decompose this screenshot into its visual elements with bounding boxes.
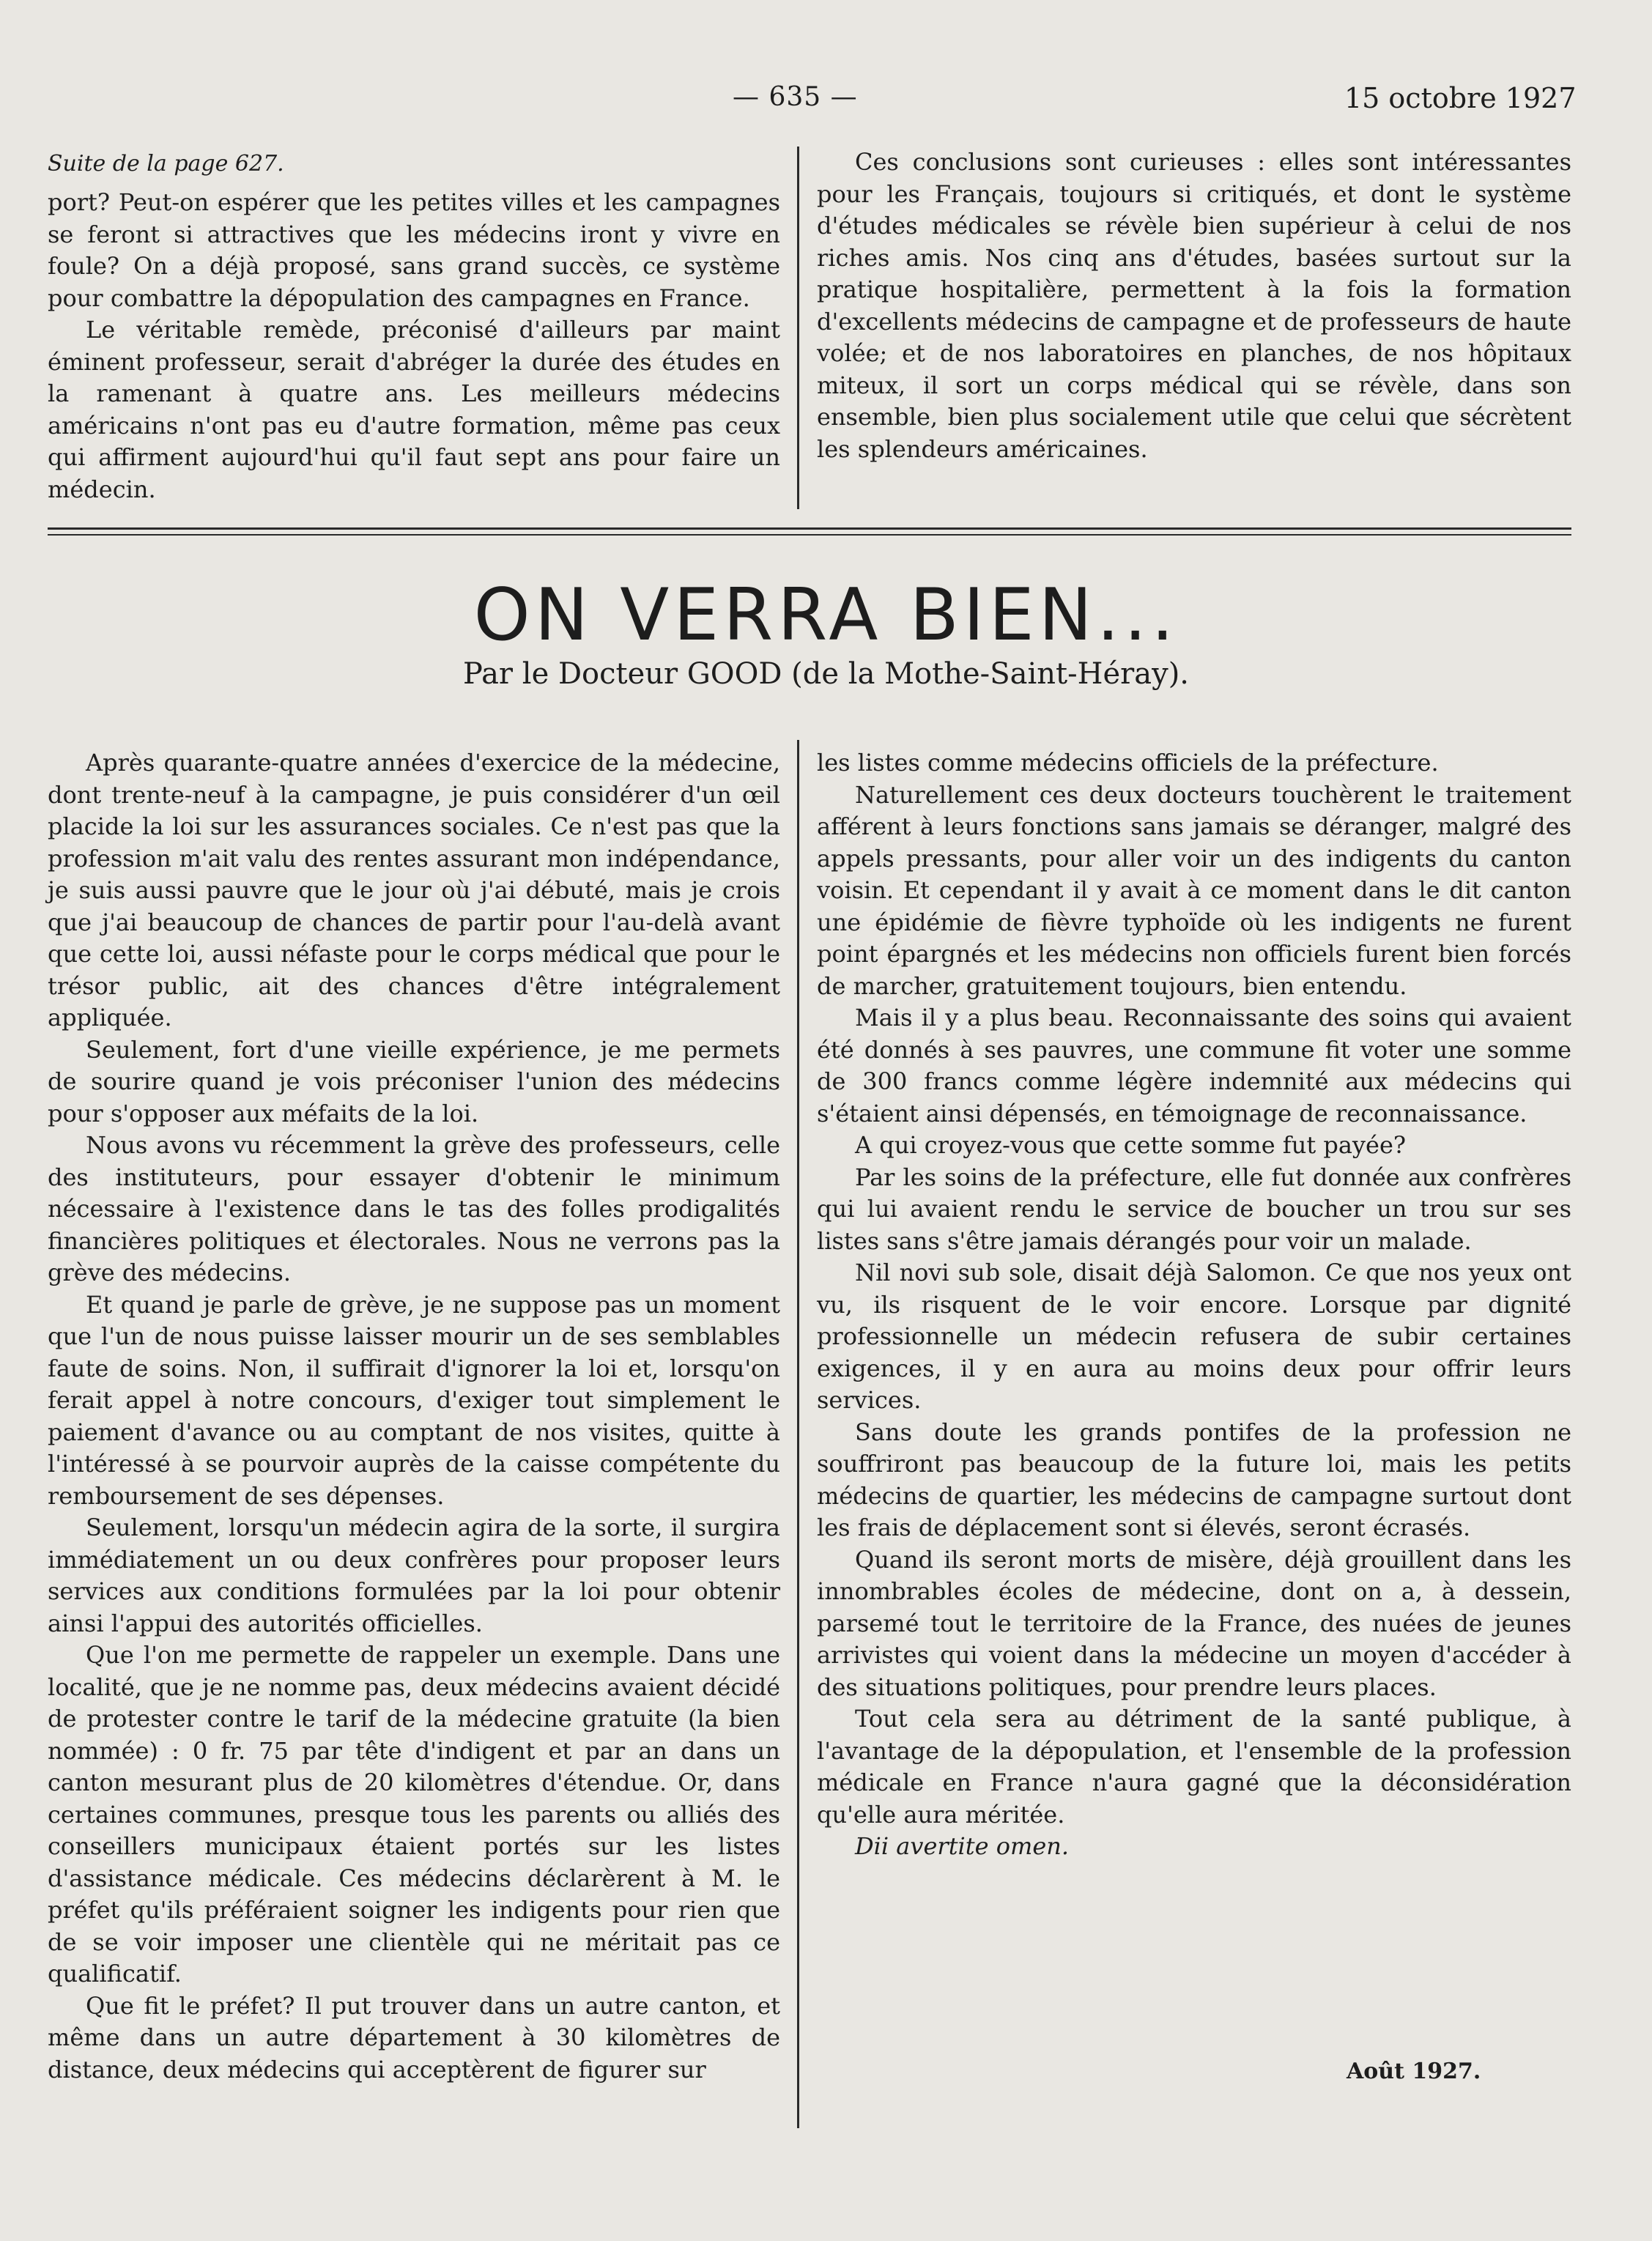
paragraph: Naturellement ces deux docteurs touchèrent le traitement afférent à leurs fonctions sans jamais se déranger, malgré des appels pressants, pour aller voir un des indigents du canton voisin. Et cependant il y avait à ce moment dans le dit canton une épidémie de fièvre typhoïde où les indigents ne furent point épargnés et les médecins non officiels furent bien forcés de marcher, gratuitement toujours, bien entendu. — [817, 780, 1571, 1000]
paragraph: Par les soins de la préfecture, elle fut donnée aux confrères qui lui avaient rendu le service de boucher un trou sur ses listes sans s'être jamais dérangés pour voir un malade. — [817, 1163, 1571, 1255]
article-right-column — [817, 747, 1571, 1863]
paragraph: Nous avons vu récemment la grève des professeurs, celle des instituteurs, pour essayer d'obtenir le minimum nécessaire à l'existence dans le tas des folles prodigalités financières politiques et électorales. Nous ne verrons pas la grève des médecins. — [48, 1131, 780, 1286]
issue-date: 15 octobre 1927 — [1344, 82, 1577, 114]
paragraph: Que fit le préfet? Il put trouver dans un autre canton, et même dans un autre département à 30 kilomètres de distance, deux médecins qui acceptèrent de figurer sur — [48, 1991, 780, 2083]
paragraph: Mais il y a plus beau. Reconnaissante des soins qui avaient été donnés à ses pauvres, une commune fit voter une somme de 300 francs comme légère indemnité aux médecins qui s'étaient ainsi dépensés, en témoignage de reconnaissance. — [817, 1004, 1571, 1127]
article-title: ON VERRA BIEN... — [473, 574, 1179, 657]
page-number: — 635 — — [733, 82, 858, 112]
paragraph: Nil novi sub sole, disait déjà Salomon. Ce que nos yeux ont vu, ils risquent de le voir encore. Lorsque par dignité professionnelle un médecin refusera de subir certaines exigences, il y en aura au moins deux pour offrir leurs services. — [817, 1259, 1571, 1414]
paragraph: Quand ils seront morts de misère, déjà grouillent dans les innombrables écoles de médecine, dont on a, à dessein, parsemé tout le territoire de la France, des nuées de jeunes arrivistes qui voient dans la médecine un moyen d'accéder à des situations politiques, pour prendre leurs places. — [817, 1545, 1571, 1701]
signoff-motto: Dii avertite omen. — [855, 1832, 1070, 1860]
article-date: Août 1927. — [1347, 2059, 1481, 2084]
paragraph: Seulement, lorsqu'un médecin agira de la sorte, il surgira immédiatement un ou deux confrères pour proposer leurs services aux conditions formulées par la loi pour obtenir ainsi l'appui des autorités officielles. — [48, 1514, 780, 1637]
top-left-column — [48, 147, 780, 505]
paragraph: port? Peut-on espérer que les petites villes et les campagnes se feront si attractives que les médecins iront y vivre en foule? On a déjà proposé, sans grand succès, ce système pour combattre la dépopulation des campagnes en France. — [48, 188, 780, 312]
article-left-column — [48, 747, 780, 2086]
paragraph: Tout cela sera au détriment de la santé publique, à l'avantage de la dépopulation, et l'ensemble de la profession médicale en France n'aura gagné que la déconsidération qu'elle aura méritée. — [817, 1705, 1571, 1829]
paragraph: les listes comme médecins officiels de la préfecture. — [817, 749, 1439, 777]
paragraph: Sans doute les grands pontifes de la profession ne souffriront pas beaucoup de la future loi, mais les petits médecins de quartier, les médecins de campagne surtout dont les frais de déplacement sont si élevés, seront écrasés. — [817, 1418, 1571, 1541]
paragraph: Et quand je parle de grève, je ne suppose pas un moment que l'un de nous puisse laisser mourir un de ses semblables faute de soins. Non, il suffirait d'ignorer la loi et, lorsqu'on ferait appel à notre concours, d'exiger tout simplement le paiement d'avance ou au comptant de nos visites, quitte à l'intéressé à se pourvoir auprès de la caisse compétente du remboursement de ses dépenses. — [48, 1290, 780, 1510]
section-divider-bottom — [48, 534, 1571, 536]
paragraph: A qui croyez-vous que cette somme fut payée? — [855, 1131, 1407, 1159]
column-divider — [797, 740, 799, 2128]
section-divider-top — [48, 527, 1571, 530]
column-divider — [797, 147, 799, 509]
continuation-label: Suite de la page 627. — [48, 151, 284, 177]
paragraph: Le véritable remède, préconisé d'ailleurs par maint éminent professeur, serait d'abréger la durée des études en la ramenant à quatre ans. Les meilleurs médecins américains n'ont pas eu d'autre formation, même pas ceux qui affirment aujourd'hui qu'il faut sept ans pour faire un médecin. — [48, 316, 780, 503]
paragraph: Ces conclusions sont curieuses : elles sont intéressantes pour les Français, toujours si critiqués, et dont le système d'études médicales se révèle bien supérieur à celui de nos riches amis. Nos cinq ans d'études, basées surtout sur la pratique hospitalière, permettent à la fois la formation d'excellents médecins de campagne et de professeurs de haute volée; et de nos laboratoires en planches, de nos hôpitaux miteux, il sort un corps médical qui se révèle, dans son ensemble, bien plus socialement utile que celui que sécrètent les splendeurs américaines. — [817, 148, 1571, 463]
top-right-column — [817, 147, 1571, 465]
paragraph: Que l'on me permette de rappeler un exemple. Dans une localité, que je ne nomme pas, deux médecins avaient décidé de protester contre le tarif de la médecine gratuite (la bien nommée) : 0 fr. 75 par tête d'indigent et par an dans un canton mesurant plus de 20 kilomètres d'étendue. Or, dans certaines communes, presque tous les parents ou alliés des conseillers municipaux étaient portés sur les listes d'assistance médicale. Ces médecins déclarèrent à M. le préfet qu'ils préféraient soigner les indigents pour rien que de se voir imposer une clientèle qui ne méritait pas ce qualificatif. — [48, 1641, 780, 1988]
paragraph: Après quarante-quatre années d'exercice de la médecine, dont trente-neuf à la campagne, je puis considérer d'un œil placide la loi sur les assurances sociales. Ce n'est pas que la profession m'ait valu des rentes assurant mon indépendance, je suis aussi pauvre que le jour où j'ai débuté, mais je crois que j'ai beaucoup de chances de partir pour l'au-delà avant que cette loi, aussi néfaste pour le corps médical que pour le trésor public, ait des chances d'être intégralement appliquée. — [48, 749, 780, 1031]
article-byline: Par le Docteur GOOD (de la Mothe-Saint-Héray). — [462, 657, 1190, 691]
paragraph: Seulement, fort d'une vieille expérience, je me permets de sourire quand je vois préconiser l'union des médecins pour s'opposer aux méfaits de la loi. — [48, 1035, 780, 1127]
